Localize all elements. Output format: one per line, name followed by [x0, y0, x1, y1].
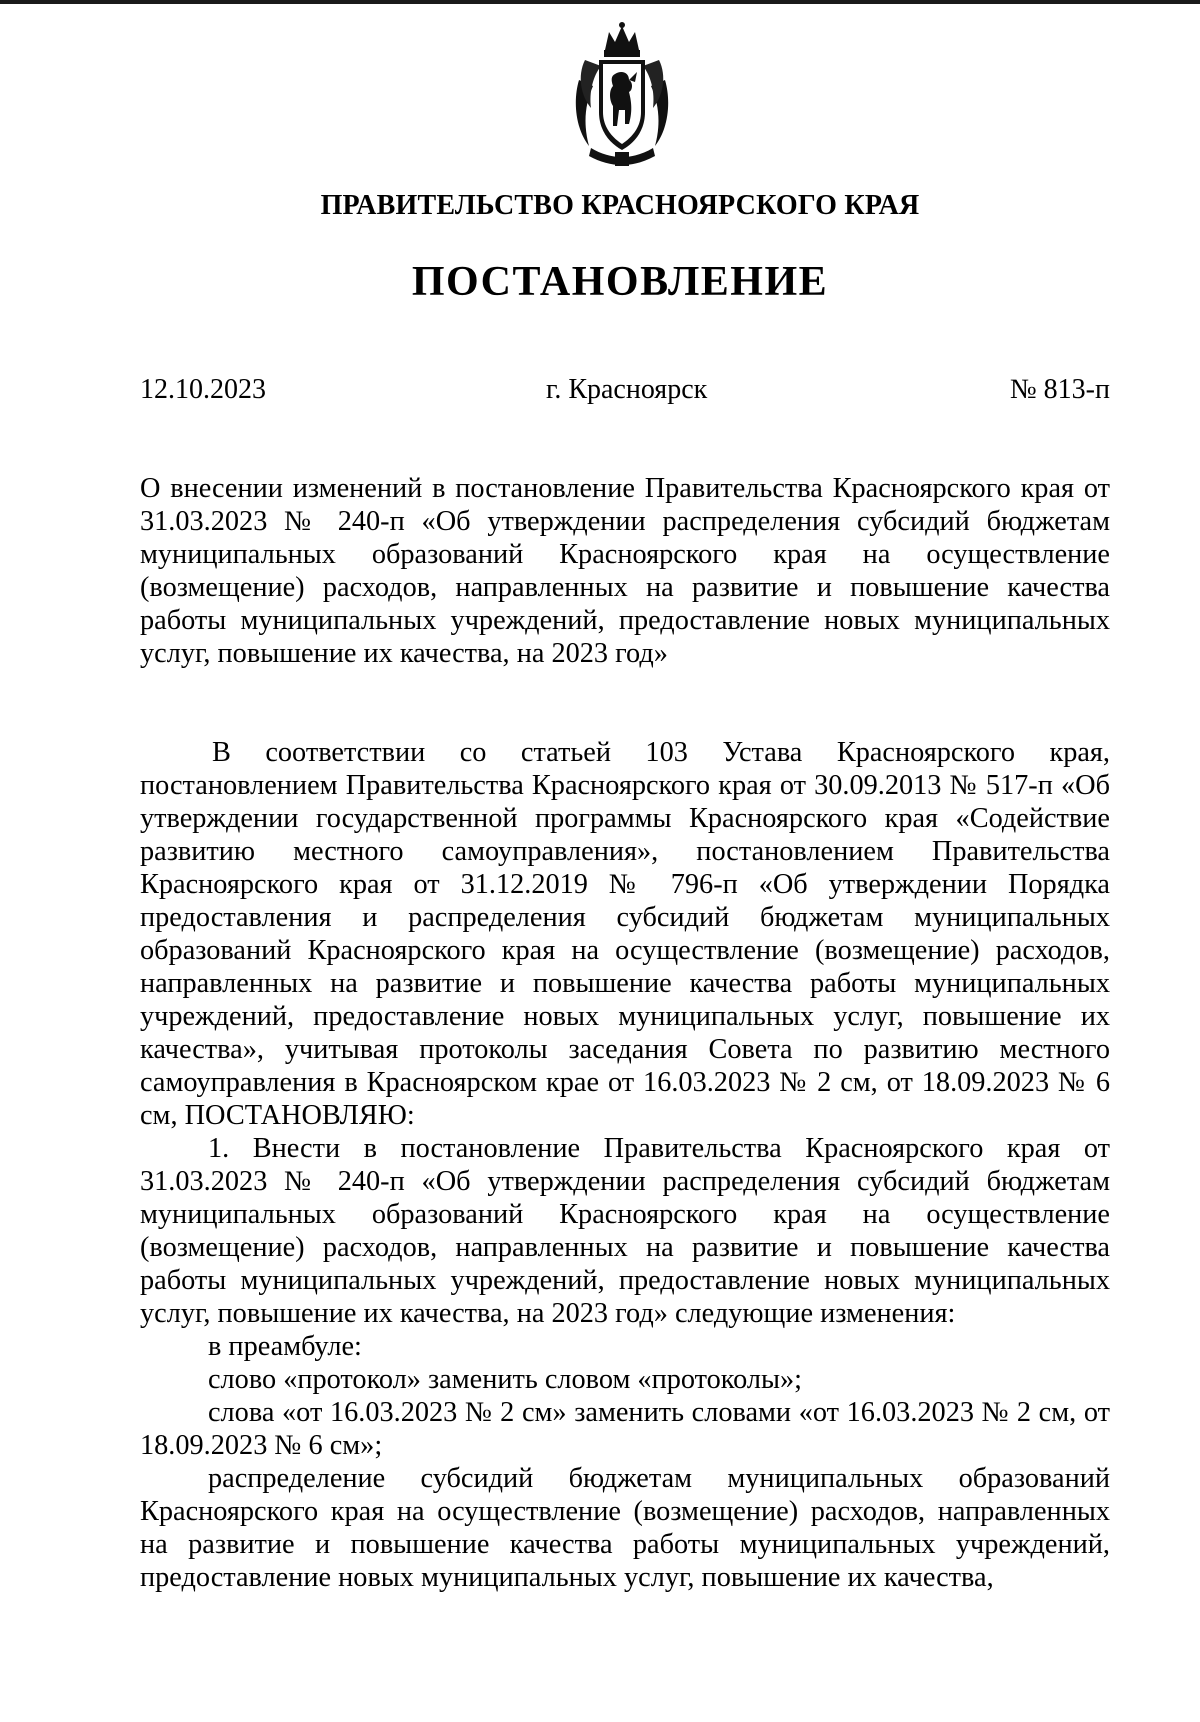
- words-replacement-line: слова «от 16.03.2023 № 2 см» заменить словами «от 16.03.2023 № 2 см, от 18.09.2023 № 6 см»;: [140, 1397, 1110, 1461]
- distribution-paragraph: распределение субсидий бюджетам муниципальных образований Красноярского края на осуществление (возмещение) расходов, направленных на развитие и повышение качества работы муниципальных учреждений, предоставление новых муниципальных услуг, повышение их качества,: [140, 1463, 1110, 1593]
- word-replacement-line: слово «протокол» заменить словом «протоколы»;: [208, 1364, 803, 1395]
- document-type: ПОСТАНОВЛЕНИЕ: [411, 259, 829, 305]
- preamble-paragraph: В соответствии со статьей 103 Устава Красноярского края, постановлением Правительства Красноярского края от 30.09.2013 № 517-п «Об утверждении государственной программы Красноярского края «Содействие развитию местного самоуправления», постановлением Правительства Красноярского края от 31.12.2019 № 796-п «Об утверждении Порядка предоставления и распределения субсидий бюджетам муниципальных образований Красноярского края на осуществление (возмещение) расходов, направленных на развитие и повышение качества работы муниципальных учреждений, предоставление новых муниципальных услуг, повышение их качества», учитывая протоколы заседания Совета по развитию местного самоуправления в Красноярском крае от 16.03.2023 № 2 см, от 18.09.2023 № 6 см, ПОСТАНОВЛЯЮ:: [140, 737, 1110, 1131]
- document-body: [140, 736, 1110, 1594]
- document-title: [140, 472, 1110, 670]
- title-paragraph: О внесении изменений в постановление Правительства Красноярского края от 31.03.2023 № 240-п «Об утверждении распределения субсидий бюджетам муниципальных образований Красноярского края на осуществление (возмещение) расходов, направленных на развитие и повышение качества работы муниципальных учреждений, предоставление новых муниципальных услуг, повышение их качества, на 2023 год»: [140, 473, 1110, 669]
- coat-of-arms-icon: [571, 20, 673, 170]
- item-1-paragraph: 1. Внести в постановление Правительства Красноярского края от 31.03.2023 № 240-п «Об утверждении распределения субсидий бюджетам муниципальных образований Красноярского края на осуществление (возмещение) расходов, направленных на развитие и повышение качества работы муниципальных учреждений, предоставление новых муниципальных услуг, повышение их качества, на 2023 год» следующие изменения:: [140, 1133, 1110, 1329]
- document-number: № 813-п: [1009, 374, 1110, 405]
- document-city: г. Красноярск: [546, 374, 708, 405]
- organization-name: ПРАВИТЕЛЬСТВО КРАСНОЯРСКОГО КРАЯ: [320, 190, 920, 221]
- preamble-change-heading: в преамбуле:: [208, 1331, 362, 1362]
- scan-edge-line: [0, 0, 1200, 4]
- document-date: 12.10.2023: [140, 374, 266, 405]
